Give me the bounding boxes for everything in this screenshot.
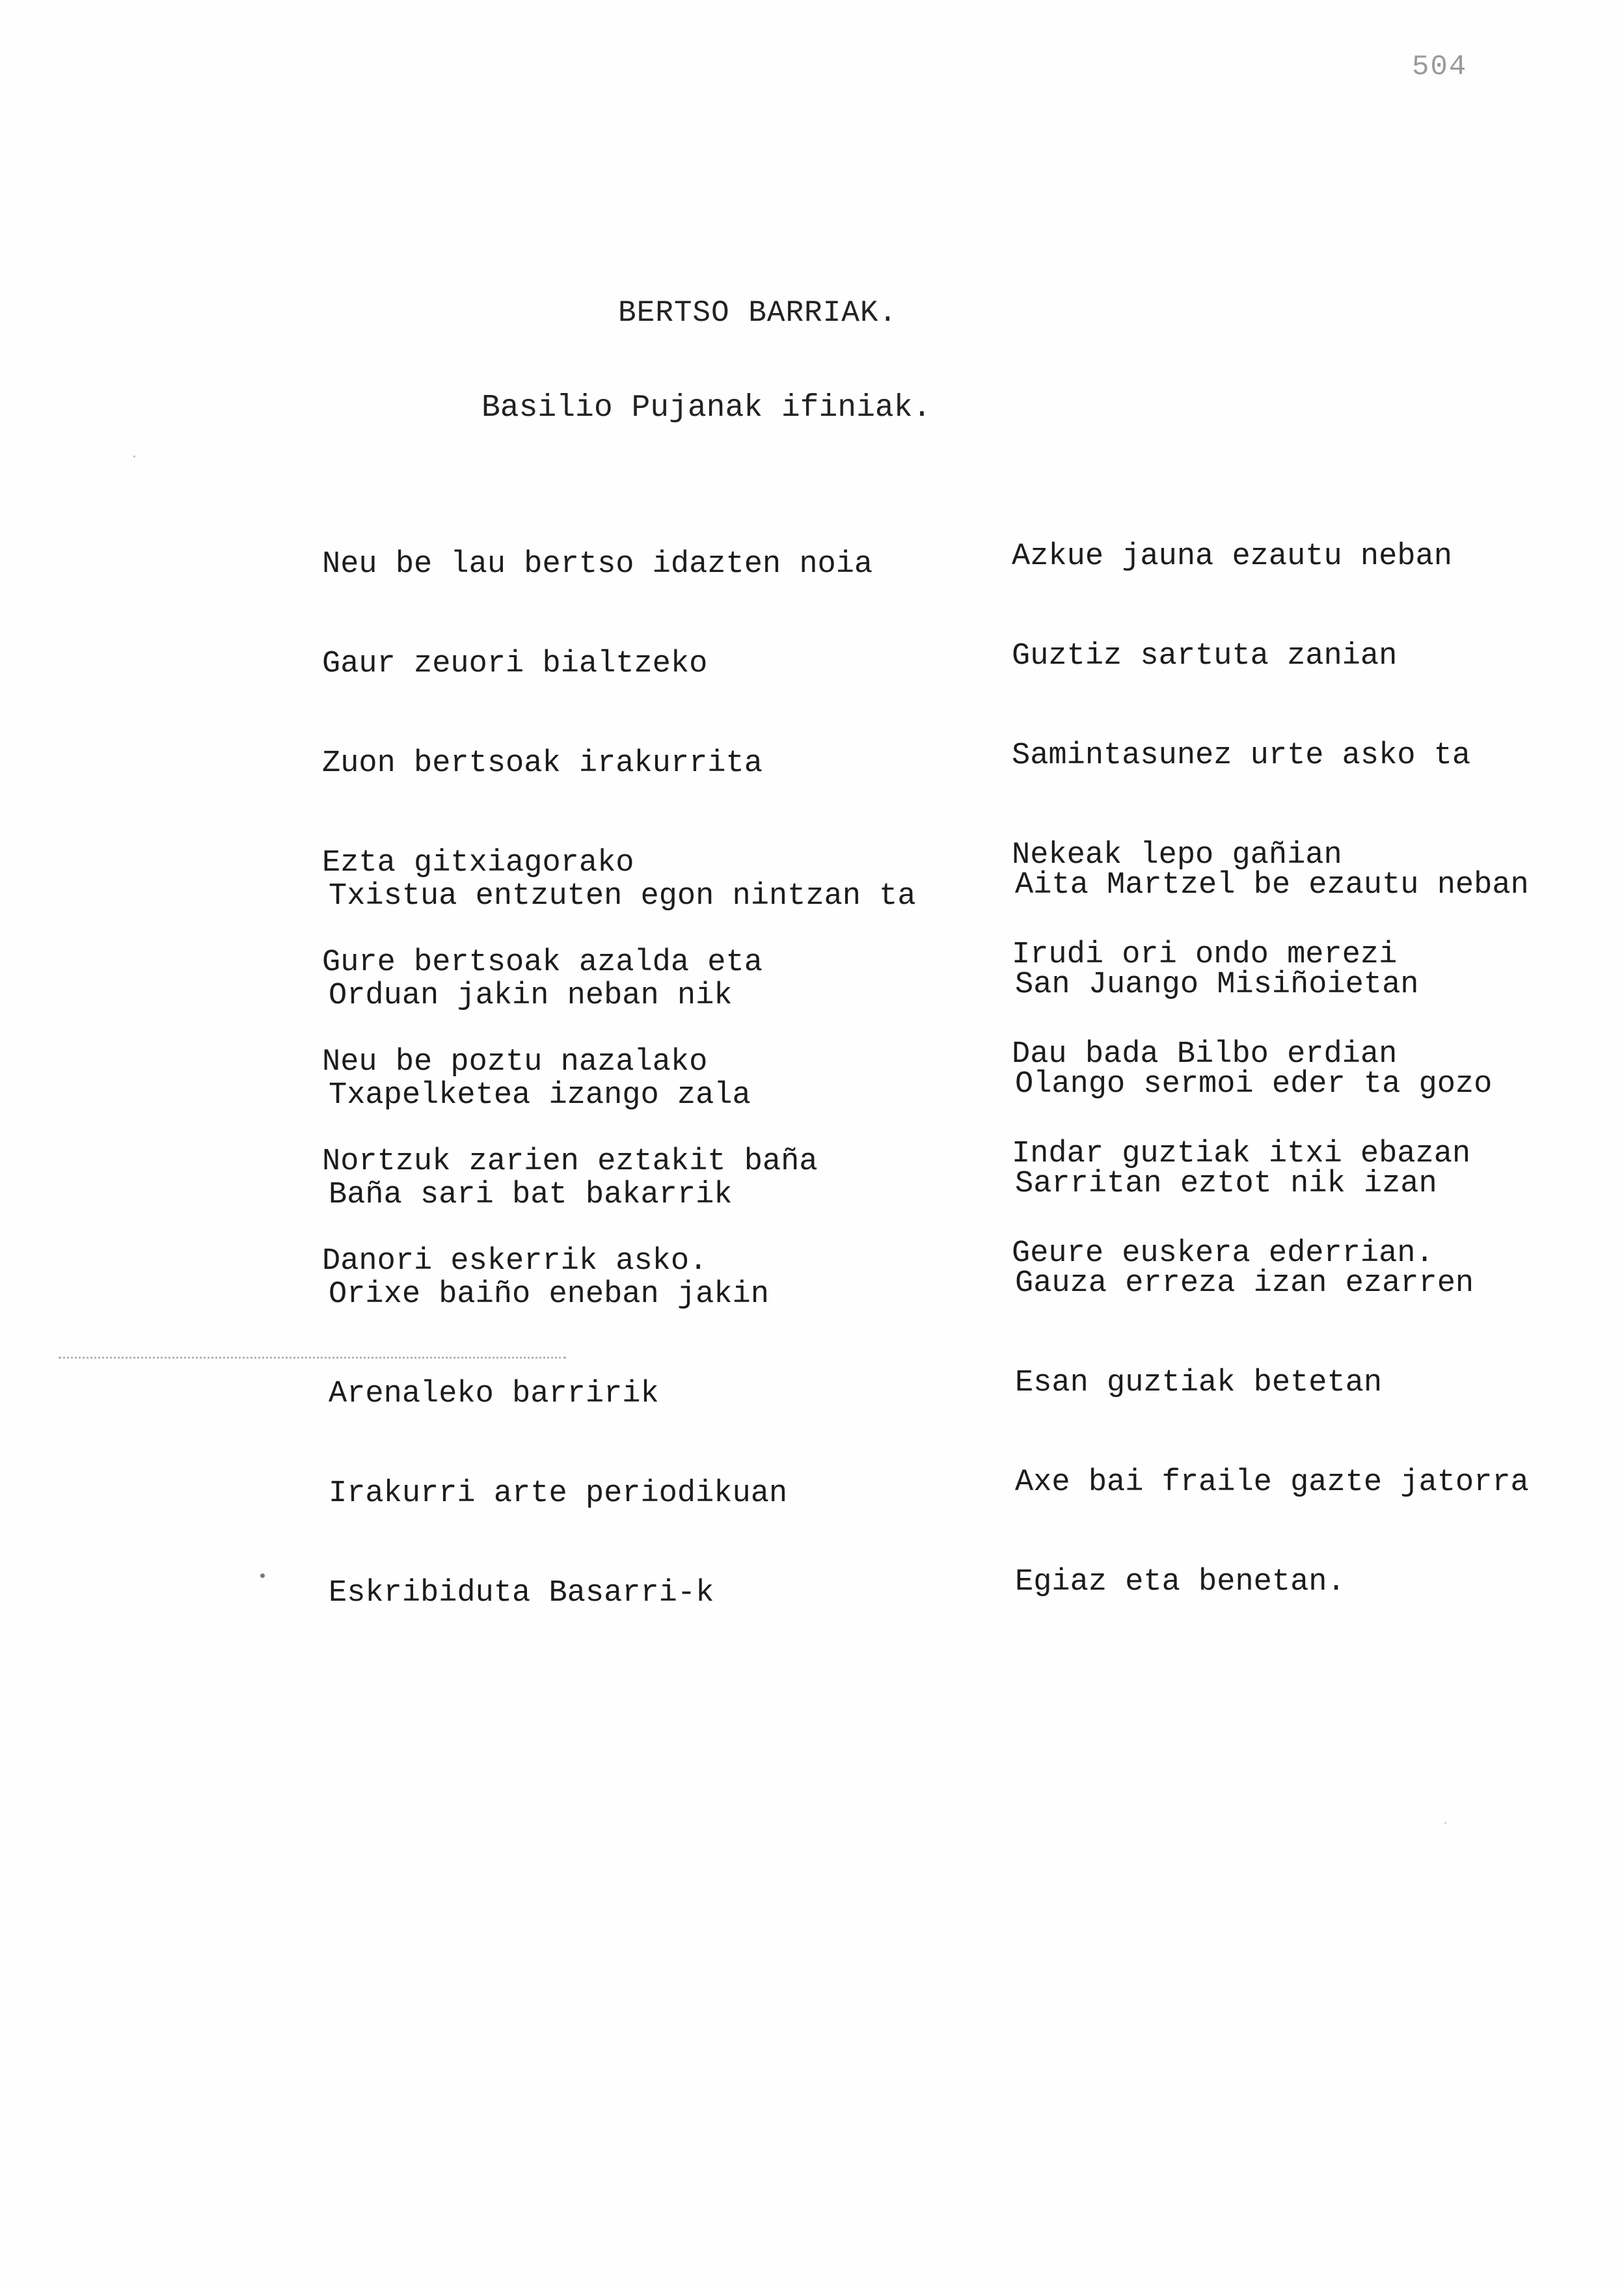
verse-line: Txistua entzuten egon nintzan ta bbox=[329, 879, 916, 914]
verse-line: Sarritan eztot nik izan bbox=[1015, 1167, 1437, 1201]
verse-line: Arenaleko barririk bbox=[329, 1377, 659, 1411]
verse-line: Nekeak lepo gañian bbox=[1012, 838, 1342, 873]
verse-line: Dau bada Bilbo erdian bbox=[1012, 1037, 1398, 1072]
verse-line: Olango sermoi eder ta gozo bbox=[1015, 1067, 1493, 1102]
scan-speck bbox=[133, 455, 135, 457]
verse-line: Eskribiduta Basarri-k bbox=[329, 1576, 714, 1610]
verse-line: Esan guztiak betetan bbox=[1015, 1366, 1383, 1400]
document-subtitle: Basilio Pujanak ifiniak. bbox=[481, 390, 932, 426]
verse-line: Nortzuk zarien eztakit baña bbox=[322, 1145, 818, 1179]
verse-line: Gauza erreza izan ezarren bbox=[1015, 1266, 1474, 1301]
scan-speck bbox=[260, 1573, 265, 1578]
verse-line: Egiaz eta benetan. bbox=[1015, 1565, 1346, 1599]
verse-line: Txapelketea izango zala bbox=[329, 1078, 751, 1113]
scan-speck bbox=[1444, 1822, 1446, 1824]
verse-line: San Juango Misiñoietan bbox=[1015, 968, 1419, 1002]
verse-line: Orixe baiño eneban jakin bbox=[329, 1277, 769, 1312]
verse-line: Guztiz sartuta zanian bbox=[1012, 639, 1398, 673]
verse-line: Irudi ori ondo merezi bbox=[1012, 938, 1398, 972]
verse-line: Neu be lau bertso idazten noia bbox=[322, 547, 873, 582]
stanza-3 bbox=[329, 813, 916, 1676]
scan-noise bbox=[59, 1357, 566, 1361]
verse-line: Indar guztiak itxi ebazan bbox=[1012, 1137, 1471, 1171]
verse-line: Gaur zeuori bialtzeko bbox=[322, 647, 708, 681]
verse-line: Aita Martzel be ezautu neban bbox=[1015, 868, 1529, 903]
verse-line: Gure bertsoak azalda eta bbox=[322, 945, 763, 980]
verse-line: Danori eskerrik asko. bbox=[322, 1244, 708, 1279]
verse-line: Geure euskera ederrian. bbox=[1012, 1236, 1434, 1271]
verse-line: Zuon bertsoak irakurrita bbox=[322, 746, 763, 781]
verse-line: Neu be poztu nazalako bbox=[322, 1045, 708, 1080]
page-number: 504 bbox=[1412, 51, 1468, 83]
verse-line: Irakurri arte periodikuan bbox=[329, 1476, 788, 1511]
stanza-4 bbox=[1015, 802, 1529, 1665]
verse-line: Samintasunez urte asko ta bbox=[1012, 739, 1471, 773]
verse-line: Orduan jakin neban nik bbox=[329, 979, 733, 1013]
verse-line: Axe bai fraile gazte jatorra bbox=[1015, 1465, 1529, 1500]
verse-line: Baña sari bat bakarrik bbox=[329, 1178, 733, 1212]
document-title: BERTSO BARRIAK. bbox=[618, 296, 898, 330]
verse-line: Ezta gitxiagorako bbox=[322, 846, 634, 880]
verse-line: Azkue jauna ezautu neban bbox=[1012, 539, 1452, 574]
